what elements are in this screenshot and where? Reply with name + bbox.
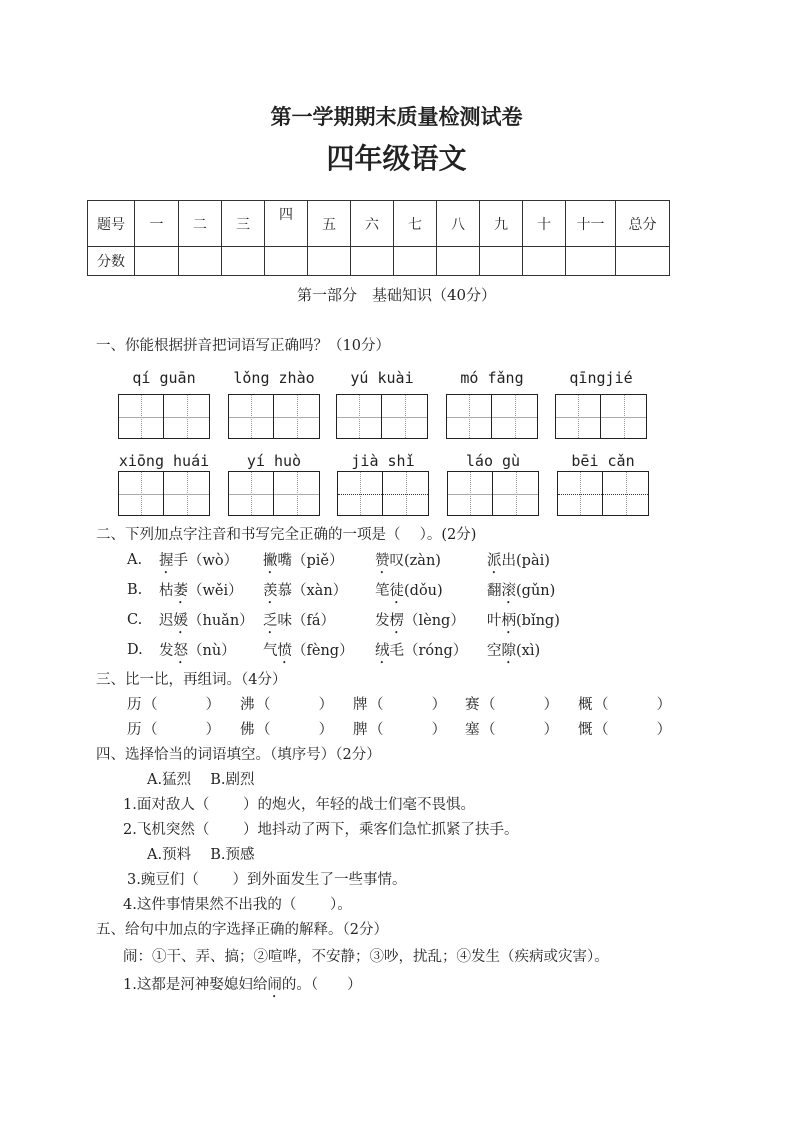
word-char: 翻	[487, 583, 502, 599]
grid-guide	[601, 417, 646, 418]
pinyin: (pài)	[516, 553, 550, 569]
compare-char: 赛	[465, 697, 480, 713]
answer-blank[interactable]: （ ）	[594, 722, 672, 738]
score-cell[interactable]	[616, 247, 670, 276]
word-char: 气	[263, 643, 278, 659]
dotted-char: 媛	[173, 613, 188, 629]
option-word	[263, 613, 335, 637]
compare-char: 慨	[578, 722, 593, 738]
grid-guide	[603, 494, 648, 495]
grid-cell	[337, 395, 382, 438]
grid-cell	[229, 472, 274, 515]
option-word	[487, 643, 540, 667]
header-cell: 五	[308, 201, 351, 247]
dotted-char: 楞	[389, 613, 404, 629]
option-word	[263, 643, 354, 667]
compare-char: 概	[578, 697, 593, 713]
word-char: 手	[173, 553, 188, 569]
compare-char: 脾	[353, 722, 368, 738]
pinyin-label: bēi cǎn	[571, 452, 635, 470]
grid-guide	[556, 417, 600, 418]
grid-cell	[603, 472, 648, 515]
option-word	[263, 583, 347, 607]
score-cell[interactable]	[351, 247, 394, 276]
grid-cell	[492, 395, 537, 438]
q3-title: 三、比一比，再组词。（4分）	[96, 672, 287, 688]
writing-grid[interactable]	[446, 394, 538, 439]
grid-guide	[119, 494, 163, 495]
q5-definitions: 闹：①干、弄、搞；②喧哗，不安静；③吵，扰乱；④发生（疾病或灾害）。	[123, 949, 609, 965]
score-cell[interactable]	[394, 247, 437, 276]
option-label[interactable]: A.	[127, 552, 143, 568]
sentence-text: 的。（ ）	[281, 977, 362, 993]
option-word	[159, 643, 236, 667]
option-word	[159, 583, 243, 607]
grid-guide	[492, 417, 537, 418]
writing-grid[interactable]	[118, 394, 210, 439]
q4-sentence-3: 3.豌豆们（ ）到外面发生了一些事情。	[127, 872, 407, 888]
writing-grid[interactable]	[557, 471, 649, 516]
grid-guide	[229, 494, 273, 495]
grid-guide	[119, 417, 163, 418]
word-char: 出	[501, 553, 516, 569]
writing-grid[interactable]	[555, 394, 647, 439]
dotted-char: 萎	[173, 583, 188, 599]
answer-blank[interactable]: （ ）	[369, 722, 447, 738]
exam-subtitle: 四年级语文	[326, 142, 467, 175]
score-cell[interactable]	[135, 247, 179, 276]
answer-blank[interactable]: （ ）	[369, 697, 447, 713]
word-char: 迟	[159, 613, 174, 629]
grid-guide	[448, 494, 492, 495]
score-cell[interactable]	[308, 247, 351, 276]
header-cell: 八	[437, 201, 480, 247]
option-word	[159, 613, 254, 637]
score-cell[interactable]	[523, 247, 566, 276]
header-cell: 总分	[616, 201, 670, 247]
grid-cell	[164, 395, 209, 438]
header-cell: 十	[523, 201, 566, 247]
dotted-char: 绒	[375, 643, 390, 659]
option-word	[375, 553, 441, 577]
answer-blank[interactable]: （ ）	[143, 722, 221, 738]
grid-guide	[383, 494, 428, 495]
pinyin-label: qīngjié	[569, 369, 633, 387]
dotted-char: 乏	[263, 613, 278, 629]
dotted-char: 滚	[501, 583, 516, 599]
compare-char: 沸	[240, 697, 255, 713]
header-cell: 三	[222, 201, 265, 247]
grid-cell	[274, 472, 319, 515]
word-char: 毛	[389, 643, 404, 659]
dotted-char: 怒	[173, 643, 188, 659]
grid-guide	[274, 494, 319, 495]
header-cell: 二	[179, 201, 222, 247]
score-cell[interactable]	[437, 247, 480, 276]
pinyin: （nù）	[188, 643, 236, 659]
score-cell[interactable]	[179, 247, 222, 276]
word-char: 枯	[159, 583, 174, 599]
word-char: 笔	[375, 583, 390, 599]
answer-blank[interactable]: （ ）	[256, 697, 334, 713]
q4-choices-1: A.猛烈 B.剧烈	[147, 772, 255, 788]
grid-cell	[274, 395, 319, 438]
grid-cell	[493, 472, 538, 515]
option-word	[487, 553, 550, 577]
word-char: 空	[487, 643, 502, 659]
grid-guide	[164, 417, 209, 418]
word-char: 慕	[277, 583, 292, 599]
answer-blank[interactable]: （ ）	[481, 722, 559, 738]
word-char: 味	[277, 613, 292, 629]
score-cell[interactable]	[222, 247, 265, 276]
pinyin-label: lǒng zhào	[233, 369, 315, 387]
pinyin: （róng）	[404, 643, 468, 659]
q4-sentence-1: 1.面对敌人（ ）的炮火，年轻的战士们毫不畏惧。	[123, 797, 475, 813]
pinyin: (bǐng)	[516, 613, 560, 629]
compare-char: 历	[127, 697, 142, 713]
q5-sentence-1	[123, 977, 362, 1001]
option-word	[375, 643, 467, 667]
pinyin: （fèng）	[292, 643, 354, 659]
pinyin: （huǎn）	[188, 613, 254, 629]
word-char: 发	[375, 613, 390, 629]
writing-grid[interactable]	[336, 394, 428, 439]
grid-cell	[556, 395, 601, 438]
grid-cell	[338, 472, 383, 515]
option-label[interactable]: B.	[127, 582, 143, 598]
writing-grid[interactable]	[228, 394, 320, 439]
pinyin: (dǒu)	[404, 583, 443, 599]
pinyin-label: qí guān	[132, 369, 196, 387]
pinyin-label: mó fǎng	[460, 369, 524, 387]
word-char: 发	[159, 643, 174, 659]
pinyin: （wěi）	[188, 583, 243, 599]
header-cell: 九	[480, 201, 523, 247]
grid-cell	[382, 395, 427, 438]
dotted-char: 愤	[277, 643, 292, 659]
dotted-char: 赞	[375, 553, 390, 569]
pinyin: （piě）	[292, 553, 344, 569]
option-word	[263, 553, 344, 577]
pinyin: （fá）	[292, 613, 336, 629]
option-word	[487, 613, 560, 637]
q2-title: 二、下列加点字注音和书写完全正确的一项是（ ）。(2分)	[96, 527, 477, 543]
header-cell: 六	[351, 201, 394, 247]
exam-title: 第一学期期末质量检测试卷	[270, 104, 523, 129]
dotted-char: 派	[487, 553, 502, 569]
grid-guide	[274, 417, 319, 418]
header-cell: 四	[265, 201, 308, 247]
pinyin-label: yí huò	[246, 452, 302, 470]
answer-blank[interactable]: （ ）	[143, 697, 221, 713]
grid-guide	[447, 417, 491, 418]
grid-guide	[558, 494, 602, 495]
header-cell: 七	[394, 201, 437, 247]
grid-guide	[229, 417, 273, 418]
score-cell[interactable]	[480, 247, 523, 276]
pinyin-label: yú kuài	[350, 369, 414, 387]
option-label[interactable]: C.	[127, 612, 143, 628]
pinyin: （xàn）	[292, 583, 348, 599]
q4-sentence-2: 2.飞机突然（ ）地抖动了两下，乘客们急忙抓紧了扶手。	[123, 822, 519, 838]
pinyin: (xì)	[516, 643, 541, 659]
writing-grid[interactable]	[447, 471, 539, 516]
sentence-text: 1.这都是河神娶媳妇给	[123, 977, 268, 993]
dotted-char: 羡	[263, 583, 278, 599]
pinyin: (zàn)	[404, 553, 441, 569]
header-label: 题号	[88, 201, 135, 247]
header-cell: 一	[135, 201, 179, 247]
q4-title: 四、选择恰当的词语填空。（填序号）（2分）	[96, 747, 381, 763]
compare-char: 历	[127, 722, 142, 738]
grid-cell	[229, 395, 274, 438]
writing-grid[interactable]	[228, 471, 320, 516]
compare-char: 牌	[353, 697, 368, 713]
word-char: 叶	[487, 613, 502, 629]
grid-cell	[558, 472, 603, 515]
grid-cell	[448, 472, 493, 515]
answer-blank[interactable]: （ ）	[256, 722, 334, 738]
grid-guide	[337, 417, 381, 418]
grid-guide	[493, 494, 538, 495]
grid-guide	[338, 494, 382, 495]
header-cell: 十一	[566, 201, 616, 247]
q1-title: 一、你能根据拼音把词语写正确吗？（10分）	[96, 338, 390, 354]
option-word	[159, 553, 238, 577]
dotted-char: 握	[159, 553, 174, 569]
option-word	[375, 583, 443, 607]
answer-blank[interactable]: （ ）	[481, 697, 559, 713]
part-title: 第一部分 基础知识（40分）	[296, 286, 497, 304]
compare-char: 佛	[240, 722, 255, 738]
score-cell[interactable]	[566, 247, 616, 276]
score-cell[interactable]	[265, 247, 308, 276]
answer-blank[interactable]: （ ）	[594, 697, 672, 713]
dotted-char: 隙	[501, 643, 516, 659]
pinyin-label: jià shǐ	[351, 452, 415, 470]
option-label[interactable]: D.	[127, 642, 143, 658]
score-label: 分数	[88, 247, 135, 276]
pinyin: (gǔn)	[516, 583, 556, 599]
grid-cell	[164, 472, 209, 515]
option-word	[375, 613, 465, 637]
grid-guide	[382, 417, 427, 418]
grid-cell	[119, 472, 164, 515]
word-char: 叹	[389, 553, 404, 569]
grid-guide	[164, 494, 209, 495]
option-word	[487, 583, 555, 607]
grid-cell	[383, 472, 428, 515]
writing-grid[interactable]	[118, 471, 210, 516]
pinyin: （wò）	[188, 553, 239, 569]
dotted-char: 撇	[263, 553, 278, 569]
q4-choices-2: A.预料 B.预感	[147, 847, 255, 863]
writing-grid[interactable]	[337, 471, 429, 516]
dotted-char: 柄	[501, 613, 516, 629]
score-table	[87, 200, 670, 276]
pinyin-label: xiōng huái	[118, 452, 210, 470]
pinyin-label: láo gù	[465, 452, 521, 470]
grid-cell	[119, 395, 164, 438]
dotted-char: 徒	[389, 583, 404, 599]
dotted-char: 闹	[267, 977, 282, 993]
compare-char: 塞	[465, 722, 480, 738]
grid-cell	[601, 395, 646, 438]
pinyin: （lèng）	[404, 613, 465, 629]
grid-cell	[447, 395, 492, 438]
q4-sentence-4: 4.这件事情果然不出我的（ ）。	[123, 897, 352, 913]
q5-title: 五、给句中加点的字选择正确的解释。（2分）	[96, 922, 388, 938]
word-char: 嘴	[277, 553, 292, 569]
